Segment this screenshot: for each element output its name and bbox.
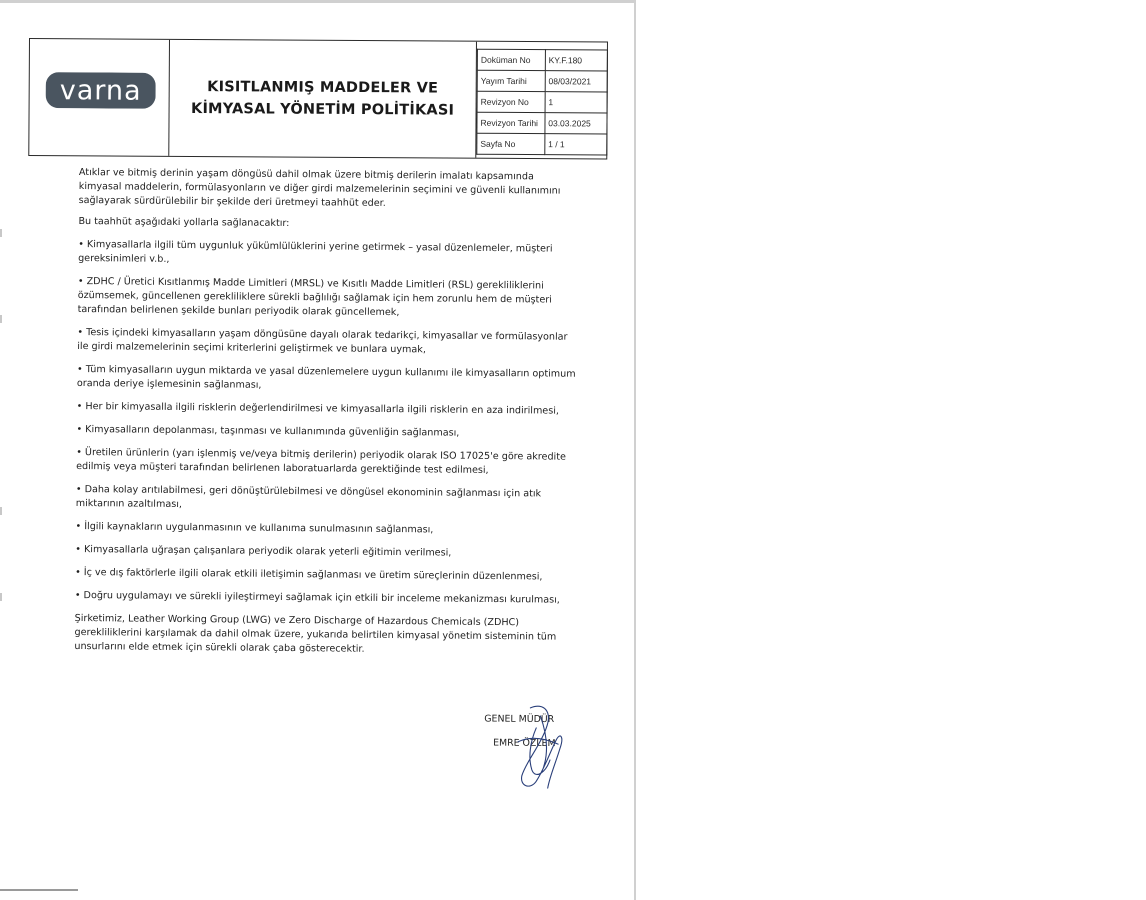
meta-value: 08/03/2021 (545, 71, 607, 92)
viewer-empty-area (638, 0, 1146, 900)
meta-value: 03.03.2025 (545, 113, 607, 134)
meta-label: Revizyon No (477, 91, 545, 112)
meta-label: Sayfa No (477, 133, 545, 154)
handwritten-signature (500, 702, 581, 795)
meta-row-revision-date (477, 112, 607, 134)
bullet-item: • Üretilen ürünlerin (yarı işlenmiş ve/veya bitmiş derilerin) periyodik olarak ISO 17025'e göre akredite edilmiş veya müşteri tarafından belirlenen laboratuarlarda gerektiğinde test edilmesi, (76, 446, 566, 476)
page-edge-mark (0, 315, 2, 323)
signatory-title: GENEL MÜDÜR (484, 713, 555, 726)
varna-logo (46, 72, 156, 109)
meta-row-revision-no (477, 91, 607, 113)
intro-paragraph: Atıklar ve bitmiş derinin yaşam döngüsü dahil olmak üzere bitmiş derilerin imalatı kapsamında kimyasal maddelerin, formülasyonların ve diğer girdi malzemelerinin seçimini ve güvenli kullanımını sağlayarak sürdürülebilir bir şekilde deri üretmeyi taahhüt eder. (78, 166, 561, 209)
bullet-item: • Tesis içindeki kimyasalların yaşam döngüsüne dayalı olarak tedarikçi, kimyasallar ve formülasyonlar ile girdi malzemelerinin seçimi kriterlerini geliştirmek ve bunlara uymak, (77, 326, 568, 356)
bullet-item: • Kimyasallarla uğraşan çalışanlara periyodik olarak yeterli eğitimin verilmesi, (75, 543, 452, 559)
document-header (28, 38, 608, 160)
signature-block (484, 709, 605, 800)
bullet-item: • Doğru uygulamayı ve sürekli iyileştirmeyi sağlamak için etkili bir inceleme mekanizması kurulması, (74, 589, 560, 606)
document-title-line-1: KISITLANMIŞ MADDELER VE (207, 79, 439, 97)
meta-value: KY.F.180 (545, 50, 607, 71)
meta-row-document-no (477, 49, 607, 71)
bullet-item: • Daha kolay arıtılabilmesi, geri dönüştürülebilmesi ve döngüsel ekonominin sağlanması için atık miktarının azaltılması, (75, 483, 542, 511)
signatory-name: EMRE ÖZLEM (493, 737, 556, 750)
meta-value: 1 / 1 (545, 134, 607, 155)
meta-label: Doküman No (477, 49, 545, 70)
lead-paragraph: Bu taahhüt aşağıdaki yollarla sağlanacaktır: (78, 215, 290, 230)
bullet-item: • ZDHC / Üretici Kısıtlanmış Madde Limitleri (MRSL) ve Kısıtlı Madde Limitleri (RSL) gerekliliklerini özümsemek, güncellenen gerekliliklere sürekli bağlılığı sağlamak için hem zorunlu hem de müşteri tarafından belirlenen şekilde bunları periyodik olarak güncellemek, (77, 275, 552, 319)
bullet-item: • İlgili kaynakların uygulanmasının ve kullanıma sunulmasının sağlanması, (75, 520, 434, 536)
document-meta-table (476, 49, 608, 156)
page-edge-mark (0, 507, 2, 515)
closing-paragraph: Şirketimiz, Leather Working Group (LWG) ve Zero Discharge of Hazardous Chemicals (ZDHC) gerekliliklerini karşılamak da dahil olmak üzere, yukarıda belirtilen kimyasal yönetim sisteminin tüm unsurlarını elde etmek için sürekli olarak çaba gösterecektir. (74, 612, 557, 655)
bullet-item: • Kimyasalların depolanması, taşınması ve kullanımında güvenliğin sağlanması, (76, 423, 460, 439)
page-bottom-edge (0, 889, 78, 891)
document-title-line-2: KİMYASAL YÖNETİM POLİTİKASI (191, 100, 455, 119)
document-body (74, 166, 579, 659)
logo-cell (29, 39, 170, 156)
bullet-item: • İç ve dış faktörlerle ilgili olarak etkili iletişimin sağlanması ve üretim süreçlerinin düzenlenmesi, (75, 566, 543, 583)
meta-row-publish-date (477, 70, 607, 92)
meta-label: Revizyon Tarihi (477, 112, 545, 133)
bullet-item: • Kimyasallarla ilgili tüm uygunluk yükümlülüklerini yerine getirmek – yasal düzenlemeler, müşteri gereksinimleri v.b., (78, 238, 553, 265)
bullet-item: • Her bir kimyasalla ilgili risklerin değerlendirilmesi ve kimyasallarla ilgili risklerin en aza indirilmesi, (76, 400, 559, 417)
meta-label: Yayım Tarihi (477, 70, 545, 91)
bullet-item: • Tüm kimyasalların uygun miktarda ve yasal düzenlemelere uygun kullanımı ile kimyasalların optimum oranda deriye işlemesinin sağlanması, (76, 363, 576, 391)
logo-text: varna (59, 75, 142, 107)
meta-row-page-no (477, 133, 607, 155)
page-edge-mark (0, 593, 2, 601)
title-cell (169, 40, 477, 158)
meta-value: 1 (545, 92, 607, 113)
page-edge-mark (0, 229, 2, 237)
